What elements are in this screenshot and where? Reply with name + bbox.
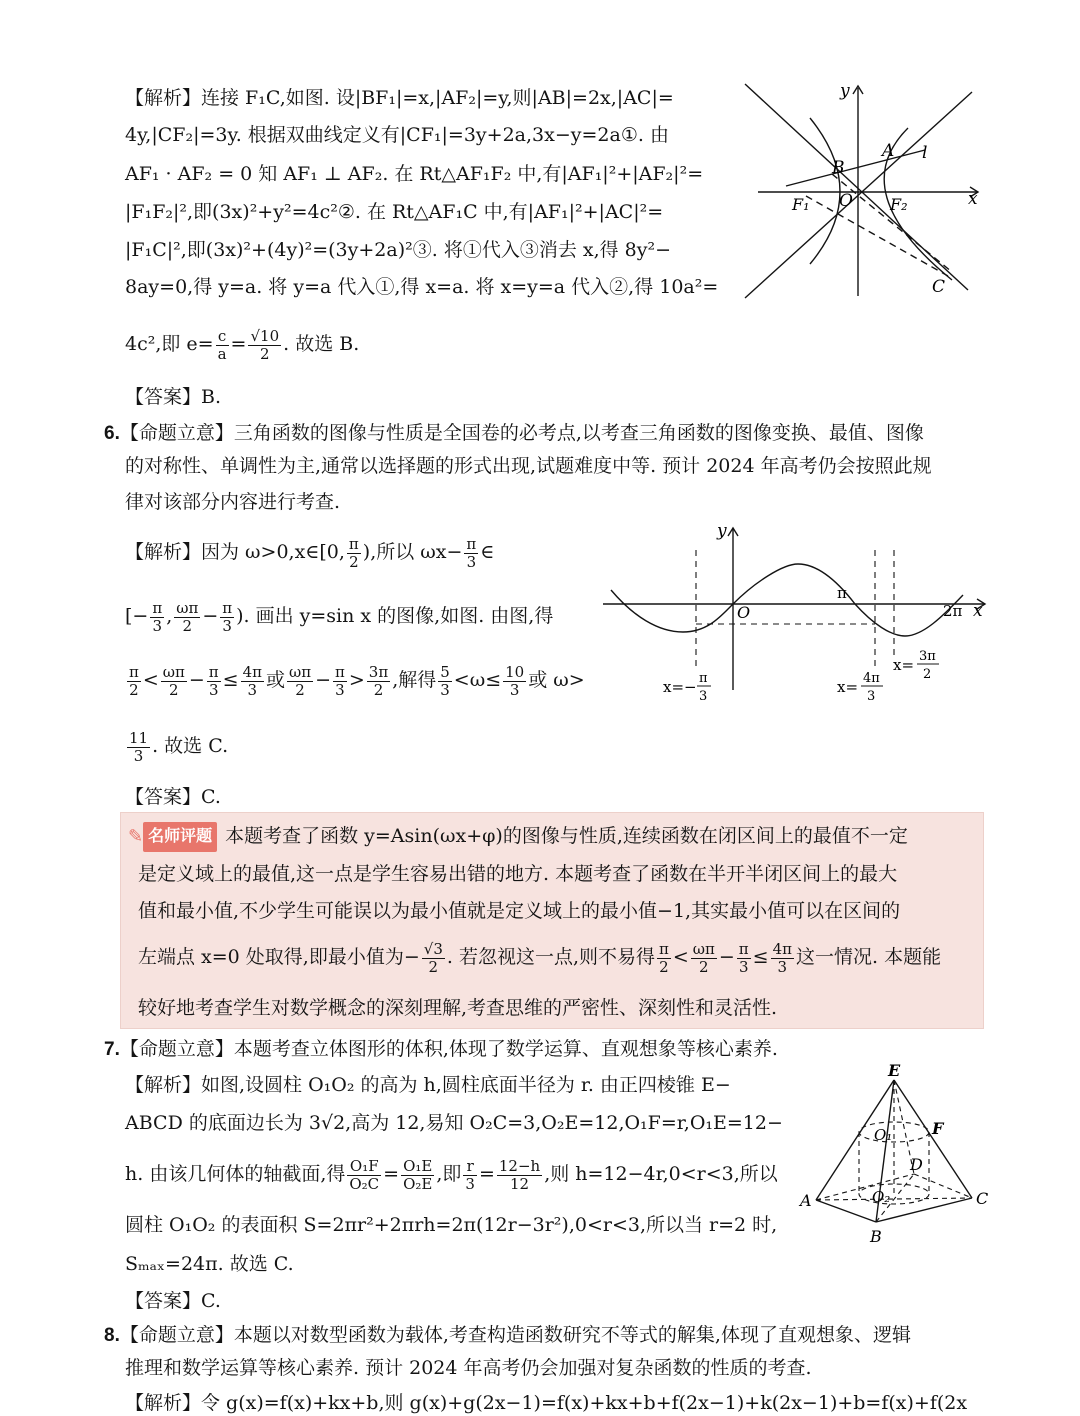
label-O1: O₁: [874, 1126, 893, 1144]
svg-text:3π: 3π: [919, 649, 936, 664]
q5-line-4: |F₁F₂|²,即(3x)²+y²=4c²②. 在 Rt△AF₁C 中,有|AF₁|²+|AC|²=: [125, 201, 664, 223]
teacher-comment-badge: 名师评题: [143, 822, 217, 852]
label-l: l: [922, 143, 928, 163]
fraction: $\frac{√3}{2}$: [423, 939, 443, 976]
fraction: $\frac{\text{O₁E}}{\text{O₂E}}$: [403, 1156, 433, 1193]
fraction: $\frac{\omega\pi}{2}$: [176, 598, 199, 635]
label-2pi: 2π: [943, 602, 963, 620]
comment-line-5: 较好地考查学生对数学概念的深刻理解,考查思维的严密性、深刻性和灵活性.: [138, 997, 778, 1019]
label-C: C: [976, 1189, 989, 1208]
pyramid-cylinder-figure: [798, 1062, 998, 1247]
fraction: $\frac{12-h}{12}$: [498, 1156, 541, 1193]
label-O2: O₂: [872, 1188, 891, 1206]
label-x-4pi3: x=: [837, 678, 859, 696]
q7-intent: 7.【命题立意】本题考查立体图形的体积,体现了数学运算、直观想象等核心素养.: [104, 1038, 778, 1060]
q7-line-5: Sₘₐₓ=24π. 故选 C.: [125, 1253, 294, 1275]
fraction: $\frac{\pi}{2}$: [348, 534, 359, 571]
fraction: $\frac{\text{O₁F}}{\text{O₂C}}$: [349, 1156, 380, 1193]
hyperbola-figure: [740, 78, 990, 303]
label-F1: F₁: [792, 195, 810, 214]
q5-line-3: AF₁ · AF₂ = 0 知 AF₁ ⊥ AF₂. 在 Rt△AF₁F₂ 中,有|AF₁|²+|AF₂|²=: [125, 163, 704, 185]
label-y: y: [840, 81, 850, 101]
label-F: F: [932, 1119, 944, 1138]
q5-line-1: 【解析】连接 F₁C,如图. 设|BF₁|=x,|AF₂|=y,则|AB|=2x,|AC|=: [125, 87, 674, 109]
fraction: $\frac{c}{a}$: [217, 326, 227, 363]
label-x: x: [968, 189, 978, 209]
label-x: x: [973, 601, 983, 621]
q7-line-4: 圆柱 O₁O₂ 的表面积 S=2πr²+2πrh=2π(12r−3r²),0<r<3,所以当 r=2 时,: [125, 1214, 778, 1236]
q6-analysis-line-4: $\frac{11}{3}$ . 故选 C.: [129, 728, 229, 765]
svg-text:3: 3: [699, 689, 708, 704]
q6-intent-line-2: 的对称性、单调性为主,通常以选择题的形式出现,试题难度中等. 预计 2024 年高考仍会按照此规: [125, 455, 932, 477]
q5-line-5: |F₁C|²,即(3x)²+(4y)²=(3y+2a)²③. 将①代入③消去 x,得 8y²−: [125, 239, 672, 261]
label-y: y: [717, 521, 727, 541]
label-O: O: [839, 191, 853, 211]
sine-graph-figure: [593, 520, 993, 710]
comment-line-2: 是定义域上的最值,这一点是学生容易出错的地方. 本题考查了函数在半开半闭区间上的最大: [138, 863, 898, 885]
label-C: C: [932, 277, 946, 297]
comment-line-4: 左端点 x=0 处取得,即最小值为− $\frac{√3}{2}$ . 若忽视这一点,则不易得 $\frac{\pi}{2}$ < $\frac{\omega\pi}{2}$ − $\frac{\pi}{3}$ ≤ $\frac{4\pi}{3}$ 这一情况. 本题能: [138, 939, 942, 976]
fraction: $\frac{√10}{2}$: [250, 326, 280, 363]
pencil-icon: ✎: [128, 826, 144, 847]
comment-line-3: 值和最小值,不少学生可能误以为最小值就是定义域上的最小值−1,其实最小值可以在区间的: [138, 900, 901, 922]
svg-text:2: 2: [923, 667, 932, 682]
label-D: D: [910, 1155, 923, 1174]
q6-answer: 【答案】C.: [125, 786, 221, 808]
q8-intent-line-1: 8.【命题立意】本题以对数型函数为载体,考查构造函数研究不等式的解集,体现了直观想象、逻辑: [104, 1324, 911, 1346]
q7-line-1: 【解析】如图,设圆柱 O₁O₂ 的高为 h,圆柱底面半径为 r. 由正四棱锥 E−: [125, 1074, 731, 1096]
label-x-3pi2: x=: [893, 656, 915, 674]
svg-text:3: 3: [867, 689, 876, 704]
svg-text:π: π: [699, 671, 708, 686]
label-F2: F₂: [890, 195, 908, 214]
fraction: $\frac{\pi}{3}$: [222, 598, 233, 635]
q5-line-6: 8ay=0,得 y=a. 将 y=a 代入①,得 x=a. 将 x=y=a 代入②,得 10a²=: [125, 276, 719, 298]
label-x-neg-pi3: x=−: [663, 678, 697, 696]
fraction: $\frac{\pi}{3}$: [152, 598, 163, 635]
svg-text:4π: 4π: [863, 671, 880, 686]
q7-answer: 【答案】C.: [125, 1290, 221, 1312]
q8-intent-line-2: 推理和数学运算等核心素养. 预计 2024 年高考仍会加强对复杂函数的性质的考查.: [125, 1357, 812, 1379]
comment-line-1: ✎ 名师评题 本题考查了函数 y=Asin(ωx+φ)的图像与性质,连续函数在闭区间上的最值不一定: [128, 822, 908, 852]
fraction: $\frac{11}{3}$: [129, 728, 149, 765]
fraction: $\frac{\pi}{3}$: [466, 534, 477, 571]
label-B: B: [832, 158, 845, 178]
label-A: A: [882, 141, 895, 161]
q5-line-2: 4y,|CF₂|=3y. 根据双曲线定义有|CF₁|=3y+2a,3x−y=2a①. 由: [125, 124, 669, 146]
q5-answer: 【答案】B.: [125, 386, 222, 408]
fraction: $\frac{r}{3}$: [465, 1156, 475, 1193]
label-B: B: [870, 1227, 882, 1246]
q7-line-3: h. 由该几何体的轴截面,得 $\frac{\text{O₁F}}{\text{O₂C}}$ = $\frac{\text{O₁E}}{\text{O₂E}}$ ,即 $\frac{r}{3}$ = $\frac{12-h}{12}$ ,则 h=12−4r,0<r<3,所以: [125, 1156, 778, 1193]
label-E: E: [888, 1062, 901, 1080]
q6-intent-line-3: 律对该部分内容进行考查.: [125, 491, 341, 513]
q6-analysis-line-3: $\frac{\pi}{2}$ < $\frac{\omega\pi}{2}$ − $\frac{\pi}{3}$ ≤ $\frac{4\pi}{3}$ 或 $\frac{\omega\pi}{2}$ − $\frac{\pi}{3}$ > $\frac{3\pi}{2}$ ,解得 $\frac{5}{3}$ <ω≤ $\frac{10}{3}$ 或 ω>: [129, 662, 585, 699]
q8-analysis-line: 【解析】令 g(x)=f(x)+kx+b,则 g(x)+g(2x−1)=f(x)+kx+b+f(2x−1)+k(2x−1)+b=f(x)+f(2x: [125, 1392, 968, 1414]
label-O: O: [737, 603, 751, 622]
q6-analysis-line-1: 【解析】因为 ω>0,x∈[0, $\frac{\pi}{2}$ ),所以 ωx− $\frac{\pi}{3}$ ∈: [125, 534, 495, 571]
q5-line-7: 4c²,即 e= $\frac{c}{a}$ = $\frac{√10}{2}$ . 故选 B.: [125, 326, 360, 363]
q6-intent-line-1: 6.【命题立意】三角函数的图像与性质是全国卷的必考点,以考查三角函数的图像变换、最值、图像: [104, 422, 924, 444]
q7-line-2: ABCD 的底面边长为 3√2,高为 12,易知 O₂C=3,O₂E=12,O₁F=r,O₁E=12−: [125, 1112, 783, 1134]
label-A: A: [800, 1191, 812, 1210]
label-pi: π: [837, 584, 847, 602]
q6-analysis-line-2: [− $\frac{\pi}{3}$ , $\frac{\omega\pi}{2}$ − $\frac{\pi}{3}$ ). 画出 y=sin x 的图像,如图. 由图,得: [125, 598, 554, 635]
